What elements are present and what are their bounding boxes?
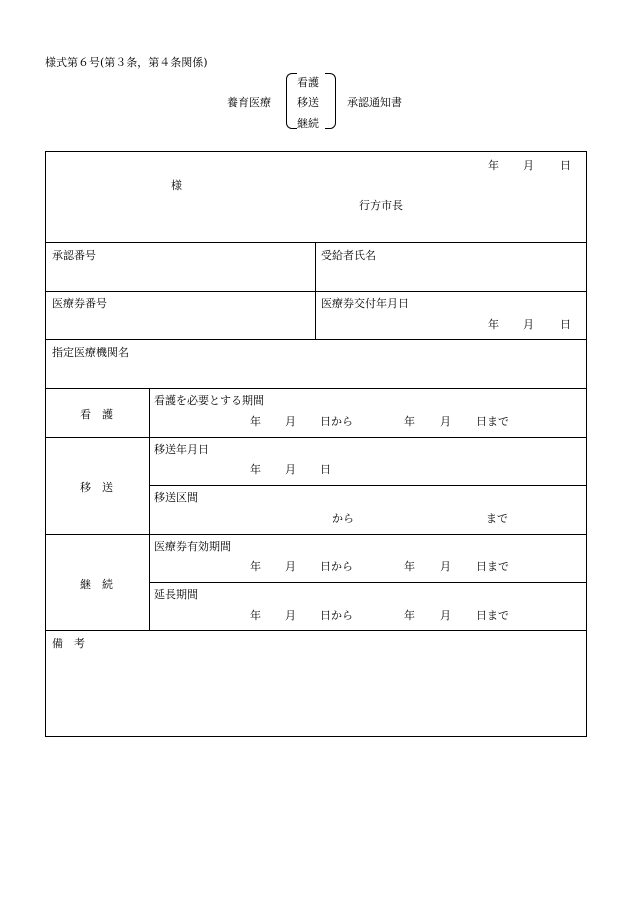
transport-date-label: 移送年月日 xyxy=(154,443,209,456)
extension-to-day: 日まで xyxy=(476,609,509,622)
validity-to-year: 年 xyxy=(404,560,415,573)
remarks-label: 備 考 xyxy=(52,637,85,650)
transport-label: 移 送 xyxy=(80,481,113,494)
honorific: 様 xyxy=(171,179,182,192)
transport-date-year: 年 xyxy=(250,463,261,476)
title-suffix: 承認通知書 xyxy=(347,96,402,109)
form-number: 様式第６号(第３条，第４条関係) xyxy=(45,56,208,69)
validity-to-month: 月 xyxy=(440,560,451,573)
continuation-label: 継 続 xyxy=(80,578,113,591)
validity-from-day: 日から xyxy=(320,560,353,573)
nursing-period-label: 看護を必要とする期間 xyxy=(154,394,264,407)
nursing-to-month: 月 xyxy=(440,415,451,428)
transport-date-month: 月 xyxy=(285,463,296,476)
recipient-name-label: 受給者氏名 xyxy=(321,249,376,262)
designated-institution-label: 指定医療機関名 xyxy=(52,346,129,359)
validity-to-day: 日まで xyxy=(476,560,509,573)
title-prefix: 養育医療 xyxy=(227,96,271,109)
date-day: 日 xyxy=(560,159,571,172)
nursing-to-year: 年 xyxy=(404,415,415,428)
nursing-to-day: 日まで xyxy=(476,415,509,428)
issue-date-year: 年 xyxy=(488,318,499,331)
validity-from-year: 年 xyxy=(250,560,261,573)
validity-from-month: 月 xyxy=(285,560,296,573)
transport-section-label: 移送区間 xyxy=(154,491,198,504)
notice-form xyxy=(45,151,587,737)
title-option-continuation: 継続 xyxy=(297,117,319,130)
extension-from-year: 年 xyxy=(250,609,261,622)
extension-from-month: 月 xyxy=(285,609,296,622)
date-month: 月 xyxy=(523,159,534,172)
extension-period-label: 延長期間 xyxy=(154,588,198,601)
title-option-transport: 移送 xyxy=(297,96,319,109)
nursing-from-year: 年 xyxy=(250,415,261,428)
approval-number-label: 承認番号 xyxy=(52,249,96,262)
medical-ticket-number-label: 医療券番号 xyxy=(52,297,107,310)
issue-date-month: 月 xyxy=(523,318,534,331)
date-year: 年 xyxy=(488,159,499,172)
ticket-issue-date-label: 医療券交付年月日 xyxy=(321,297,409,310)
nursing-label: 看 護 xyxy=(80,408,113,421)
nursing-from-month: 月 xyxy=(285,415,296,428)
transport-to: まで xyxy=(486,512,508,525)
nursing-from-day: 日から xyxy=(320,415,353,428)
extension-from-day: 日から xyxy=(320,609,353,622)
extension-to-month: 月 xyxy=(440,609,451,622)
title-option-nursing: 看護 xyxy=(297,76,319,89)
issue-date-day: 日 xyxy=(560,318,571,331)
left-brace-icon xyxy=(286,73,297,129)
issuer: 行方市長 xyxy=(359,199,403,212)
extension-to-year: 年 xyxy=(404,609,415,622)
transport-from: から xyxy=(332,512,354,525)
validity-period-label: 医療券有効期間 xyxy=(154,540,231,553)
transport-date-day: 日 xyxy=(320,463,331,476)
right-brace-icon xyxy=(325,73,336,129)
